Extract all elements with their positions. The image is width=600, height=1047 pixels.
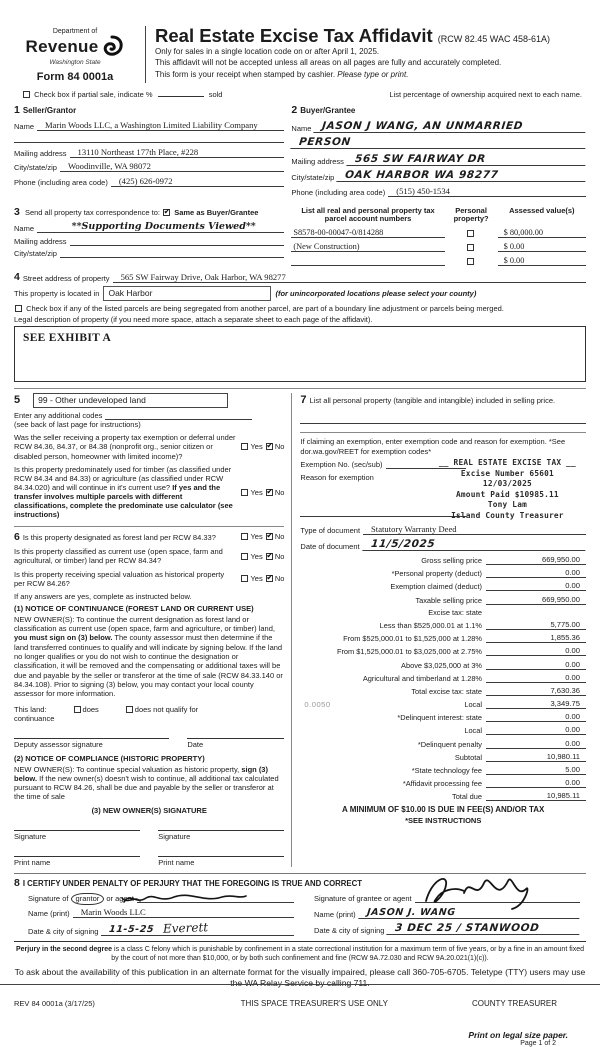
exemption-no-label: Exemption No. (sec/sub)	[300, 460, 383, 470]
grantor-date-label: Date & city of signing	[28, 927, 99, 937]
street-address-field[interactable]: 565 SW Fairway Drive, Oak Harbor, WA 98277	[113, 272, 586, 283]
ownership-percent-note: List percentage of ownership acquired next to each name.	[389, 90, 582, 99]
tax-row-value[interactable]: 0.00	[486, 712, 586, 722]
assessed-value-field[interactable]: $ 80,000.00	[498, 228, 586, 238]
county-select[interactable]: Oak Harbor	[103, 286, 271, 301]
partial-sale-label: Check box if partial sale, indicate %	[34, 90, 153, 99]
date-label: Date	[187, 739, 204, 749]
stamp-cashier-name: Tony Lam	[487, 500, 527, 510]
assessed-values-header: Assessed value(s)	[509, 205, 575, 215]
seller-phone-field[interactable]: (425) 626-0972	[111, 176, 285, 187]
tax-row-label: Exemption claimed (deduct)	[390, 582, 482, 592]
tax-row-value[interactable]: 5,775.00	[486, 620, 586, 630]
grantor-date-field[interactable]: 11-5-25 Everett	[101, 921, 294, 936]
additional-codes-label: Enter any additional codes	[14, 411, 103, 421]
tax-row-label: Above $3,025,000 at 3%	[401, 660, 482, 670]
question-text: Was the seller receiving a property tax exemption or deferral under RCW 84.36, 84.37, or 84.38 (nonprofit org., senior citizen or disabled person, homeowner with limited income)?	[14, 433, 236, 461]
yes-no-answer: Yes ✔ No	[240, 574, 284, 583]
stamp-title: __ REAL ESTATE EXCISE TAX __	[438, 458, 576, 468]
question-text: 6 Is this property designated as forest land per RCW 84.33?	[14, 530, 216, 543]
revenue-wordmark: Revenue	[25, 37, 99, 56]
personal-property-header: Personal property?	[453, 205, 489, 224]
seller-name-field[interactable]: Marin Woods LLC, a Washington Limited Liability Company	[37, 120, 284, 131]
property-section	[14, 271, 586, 382]
assessed-value-field[interactable]: $ 0.00	[498, 256, 586, 266]
tax-row-value[interactable]: 0.00	[486, 673, 586, 683]
dept-of-text: Department of	[52, 28, 98, 35]
yes-checkbox[interactable]	[241, 575, 248, 582]
tax-row-value[interactable]: 0.00	[486, 660, 586, 670]
form-revision: REV 84 0001a (3/17/25)	[14, 998, 95, 1008]
does-not-checkbox[interactable]	[126, 706, 133, 713]
correspondence-label: Send all property tax correspondence to:	[24, 207, 161, 217]
section-6-number: 6	[14, 530, 20, 543]
tax-row	[300, 581, 586, 591]
tax-row-label: From $1,525,000.01 to $3,025,000 at 2.75%	[336, 647, 482, 657]
buyer-city-field[interactable]: OAK HARBOR WA 98277	[337, 169, 587, 182]
minimum-due-note: A MINIMUM OF $10.00 IS DUE IN FEE(S) AND/OR TAX *SEE INSTRUCTIONS	[342, 805, 545, 825]
county-note: (for unincorporated locations please select your county)	[275, 288, 477, 298]
yes-checkbox[interactable]	[241, 443, 248, 450]
parcel-row	[291, 228, 586, 238]
page-edge-line	[0, 984, 600, 985]
additional-codes-note: (see back of last page for instructions)	[14, 420, 141, 430]
exemption-deferral-question	[14, 433, 284, 460]
tax-row-label: Total excise tax: state	[411, 686, 482, 696]
yes-no-answer: Yes ✔ No	[240, 552, 284, 561]
tax-row-label: Agricultural and timberland at 1.28%	[362, 673, 482, 683]
exemption-reason-label: Reason for exemption	[300, 473, 374, 483]
tax-row-value[interactable]: 0.00	[486, 739, 586, 749]
tax-row	[300, 646, 586, 656]
tax-row-label: Local	[464, 700, 482, 710]
certification-statement: I CERTIFY UNDER PENALTY OF PERJURY THAT THE FOREGOING IS TRUE AND CORRECT	[22, 878, 363, 888]
tax-row	[300, 791, 586, 801]
document-type-label: Type of document	[300, 525, 361, 535]
same-as-buyer-checkbox[interactable]	[163, 209, 170, 216]
tax-row-value[interactable]: 0.00	[486, 646, 586, 656]
tax-row-label: Subtotal	[454, 752, 482, 762]
stamp-treasurer: Island County Treasurer	[451, 510, 564, 520]
tax-row-value[interactable]: 669,950.00	[486, 555, 586, 565]
section-7-number: 7	[300, 393, 307, 406]
legal-description-value: SEE EXHIBIT A	[23, 331, 112, 344]
exemption-intro: If claiming an exemption, enter exemption code and reason for exemption. *See dor.wa.gov/REET for exemption codes*	[300, 432, 586, 457]
header-divider	[145, 26, 146, 83]
tax-row-value[interactable]: 0.00	[486, 778, 586, 788]
same-as-buyer-label: Same as Buyer/Grantee	[174, 207, 259, 217]
tax-row-label: *Delinquent penalty	[417, 739, 482, 749]
grantor-circle-annotation: grantor	[71, 893, 105, 905]
partial-sale-checkbox[interactable]	[23, 91, 30, 98]
yes-checkbox[interactable]	[241, 553, 248, 560]
historic-property-question	[14, 570, 284, 588]
grantee-date-label: Date & city of signing	[314, 926, 385, 936]
tax-row-label: *Affidavit processing fee	[402, 779, 482, 789]
certification-section	[14, 873, 586, 937]
tax-row	[300, 725, 586, 735]
accessibility-note: To ask about the availability of this publication in an alternate format for the visually impaired, please call 360-705-6705. Teletype (TTY) users may use the WA Relay Service by calling 711.	[14, 967, 586, 989]
buyer-name-label: Name	[291, 123, 312, 133]
buyer-section	[291, 104, 586, 197]
tax-row-value[interactable]: 1,855.36	[486, 633, 586, 643]
tax-rows	[300, 555, 586, 801]
parcel-numbers-header: List all real and personal property tax parcel account numbers	[301, 205, 435, 224]
located-in-label: This property is located in	[14, 288, 100, 298]
buyer-phone-label: Phone (including area code)	[291, 187, 386, 197]
tax-row	[300, 739, 586, 749]
notice-continuance-body: NEW OWNER(S): To continue the current designation as forest land or classification as current use (open space, farm and agriculture, or timber) land, you must sign on (3) below. The county assessor must then determine if the land transferred continues to qualify and will indicate by signing below. If the land no longer qualifies or you do not wish to continue the designation or classification, it will be removed and the compensating or additional taxes will be due and payable by the seller or transferor at the time of sale (RCW 84.33.140 or 84.34.108). Prior to signing (3) below, you may contact your local county assessor for more information.	[14, 614, 283, 699]
tax-row	[300, 555, 586, 565]
tax-row	[300, 633, 586, 643]
tax-row	[300, 712, 586, 722]
document-type-field[interactable]: Statutory Warranty Deed	[363, 524, 586, 535]
grantee-name-field[interactable]: JASON J. WANG	[358, 907, 581, 919]
rcw-reference: (RCW 82.45 WAC 458-61A)	[437, 34, 550, 44]
tax-row	[300, 660, 586, 670]
no-checkbox[interactable]	[266, 443, 273, 450]
grantor-signature-block	[14, 891, 300, 937]
tax-row	[300, 752, 586, 762]
yes-no-answer: Yes ✔ No	[240, 442, 284, 451]
grantor-name-label: Name (print)	[28, 908, 70, 918]
form-title: Real Estate Excise Tax Affidavit (RCW 82.45 WAC 458-61A)	[155, 25, 550, 46]
dor-logo	[14, 24, 136, 83]
land-use-code-select[interactable]: 99 - Other undeveloped land	[33, 393, 228, 408]
correspondence-mailing-field[interactable]	[70, 237, 285, 246]
tax-row-label: *Delinquent interest: state	[397, 713, 482, 723]
stamp-amount-paid: Amount Paid $10985.11	[456, 489, 559, 499]
buyer-name-field[interactable]: JASON J WANG, AN UNMARRIED	[314, 120, 587, 133]
tax-row-value[interactable]: 10,980.11	[486, 752, 586, 762]
parcel-number-field[interactable]: S8578-00-00047-0/814288	[291, 228, 444, 238]
correspondence-city-field[interactable]	[60, 249, 284, 258]
tax-row-label: Less than $525,000.01 at 1.1%	[379, 620, 482, 630]
parcel-row	[291, 256, 586, 266]
forest-land-question	[14, 526, 284, 544]
tax-row-value[interactable]: 7,630.36	[486, 686, 586, 696]
county-treasurer-label: COUNTY TREASURER	[471, 998, 558, 1008]
this-land-label: This land:	[14, 704, 47, 714]
personal-property-list-field[interactable]	[300, 415, 586, 424]
buyer-mailing-label: Mailing address	[291, 156, 344, 166]
land-qualify-row	[14, 705, 284, 714]
tax-row	[300, 778, 586, 788]
grantee-signature-label: Signature of grantee or agent	[314, 894, 412, 904]
seller-city-label: City/state/zip	[14, 163, 57, 172]
parcel-row	[291, 242, 586, 252]
yes-checkbox[interactable]	[241, 489, 248, 496]
tax-row-label: Total due	[452, 792, 482, 802]
page-number: Page 1 of 2	[520, 1039, 556, 1047]
no-checkbox[interactable]	[266, 533, 273, 540]
no-checkbox[interactable]	[266, 575, 273, 582]
additional-codes-field[interactable]	[105, 411, 252, 420]
tax-row-label: From $525,000.01 to $1,525,000 at 1.28%	[343, 634, 482, 644]
tax-row-value[interactable]: 0.00	[486, 581, 586, 591]
grantee-date-field[interactable]: 3 DEC 25 / STANWOOD	[387, 922, 581, 935]
yes-checkbox[interactable]	[241, 533, 248, 540]
continuance-label: continuance	[14, 713, 55, 723]
yes-no-answer: Yes ✔ No	[240, 532, 284, 541]
deputy-assessor-signature-line[interactable]	[14, 738, 169, 749]
tax-row	[300, 595, 586, 605]
street-address-label: Street address of property	[22, 273, 110, 283]
seller-city-field[interactable]: Woodinville, WA 98072	[60, 161, 284, 172]
grantor-signature-ink	[120, 889, 250, 909]
seller-heading: Seller/Grantor	[22, 106, 77, 115]
tax-row	[300, 608, 586, 617]
seller-section	[14, 104, 291, 197]
if-yes-note: If any answers are yes, complete as instructed below.	[14, 591, 192, 601]
does-checkbox[interactable]	[74, 706, 81, 713]
tax-row-value[interactable]: 0.00	[486, 568, 586, 578]
perjury-notice: Perjury in the second degree is a class C felony which is punishable by confinement in a state correctional institution for a maximum term of five years, or by a fine in an amount fixed by the court of not more than $10,000, or by both such confinement and fine (RCW 9A.72.030 and RCW 9A.20.021(1)(c)).	[14, 941, 586, 963]
treasurer-stamp	[408, 458, 600, 521]
notice-compliance-title: (2) NOTICE OF COMPLIANCE (HISTORIC PROPERTY)	[14, 753, 205, 763]
document-date-field[interactable]: 11/5/2025	[362, 538, 587, 551]
buyer-heading: Buyer/Grantee	[300, 106, 356, 115]
buyer-name-field-2[interactable]: PERSON	[291, 136, 587, 149]
tax-row-value[interactable]: 10,985.11	[486, 791, 586, 801]
question-text: Is this property receiving special valuation as historical property per RCW 84.26?	[14, 569, 225, 588]
grantor-name-field[interactable]: Marin Woods LLC	[73, 907, 294, 918]
tax-row-label: Taxable selling price	[415, 595, 482, 605]
question-text: Is this property predominately used for timber (as classified under RCW 84.34 and 84.33) or agriculture (as classified under RCW 84.34.020) and will continue in it's current use? If yes and the transfer involves multiple parcels with different classifications, complete the predominate use calculator (see instructions)	[14, 464, 233, 520]
tax-row	[300, 673, 586, 683]
section-8-number: 8	[14, 876, 20, 889]
owner-signature-line-2[interactable]	[158, 830, 284, 841]
sold-label: sold	[208, 90, 223, 99]
tax-row-label: Gross selling price	[421, 556, 482, 566]
section-1-number: 1	[14, 104, 20, 116]
form-number: Form 84 0001a	[36, 71, 114, 83]
assessed-value-field[interactable]: $ 0.00	[498, 242, 586, 252]
no-checkbox[interactable]	[266, 553, 273, 560]
buyer-city-label: City/state/zip	[291, 173, 335, 182]
section-5-number: 5	[14, 394, 21, 407]
tax-correspondence-section	[14, 202, 291, 266]
question-text: Is this property classified as current use (open space, farm and agricultural, or timber) land per RCW 84.34?	[14, 547, 223, 566]
tax-row	[300, 620, 586, 630]
tax-row-value[interactable]: 3,349.75	[486, 699, 586, 709]
print-name-label: Print name	[158, 857, 195, 867]
stamp-excise-number: Excise Number 65601	[460, 468, 554, 478]
footer-row	[14, 999, 586, 1008]
document-date-label: Date of document	[300, 542, 360, 552]
personal-property-checkbox[interactable]	[467, 230, 474, 237]
parcel-number-field[interactable]	[291, 257, 444, 266]
does-not-label: does not qualify for	[134, 704, 199, 714]
tax-row-value[interactable]: 5.00	[486, 765, 586, 775]
seller-name-label: Name	[14, 121, 35, 131]
timber-agriculture-question	[14, 465, 284, 520]
owner-print-name-line-1[interactable]	[14, 856, 140, 867]
no-checkbox[interactable]	[266, 489, 273, 496]
land-use-section	[14, 393, 291, 867]
section-divider	[14, 388, 586, 389]
tax-row	[300, 765, 586, 775]
treasurer-use-label: THIS SPACE TREASURER'S USE ONLY	[240, 998, 388, 1008]
personal-property-checkbox[interactable]	[467, 258, 474, 265]
personal-property-list-label: List all personal property (tangible and intangible) included in selling price.	[309, 395, 556, 405]
parcels-table	[291, 228, 586, 266]
stamp-date: 12/03/2025	[482, 479, 532, 489]
correspondence-name-label: Name	[14, 224, 35, 233]
parcel-number-field[interactable]: (New Construction)	[291, 242, 444, 252]
tax-row	[300, 568, 586, 578]
section-2-number: 2	[291, 104, 298, 116]
notice-continuance-title: (1) NOTICE OF CONTINUANCE (FOREST LAND OR CURRENT USE)	[14, 603, 254, 613]
header-note-2: This affidavit will not be accepted unless all areas on all pages are fully and accurately completed.	[155, 58, 502, 68]
notice-compliance-body: NEW OWNER(S): To continue special valuation as historic property, sign (3) below. If the new owner(s) doesn't wish to continue, all additional tax calculated pursuant to RCW 84.26, shall be due and payable by the seller or transferor at the time of sale	[14, 764, 279, 802]
tax-row	[300, 686, 586, 696]
section-4-number: 4	[14, 270, 20, 283]
tax-row-value[interactable]: 0.00	[486, 725, 586, 735]
current-use-question	[14, 547, 284, 565]
deputy-date-line[interactable]	[187, 738, 284, 749]
signature-label: Signature	[14, 831, 47, 841]
header-note-1: Only for sales in a single location code on or after April 1, 2025.	[155, 46, 380, 56]
legal-description-label: Legal description of property (if you need more space, attach a separate sheet to each page of the affidavit).	[14, 314, 373, 324]
tax-row-label: *State technology fee	[411, 766, 482, 776]
seller-mailing-label: Mailing address	[14, 148, 67, 158]
washington-state-text: Washington State	[49, 59, 101, 66]
grantor-city-handwriting: Everett	[162, 920, 209, 937]
tax-row	[300, 699, 586, 709]
grantee-signature-block	[300, 891, 586, 937]
seller-name-field-2[interactable]	[14, 134, 284, 143]
section-3-number: 3	[14, 205, 20, 218]
header-note-3: This form is your receipt when stamped by cashier. Please type or print.	[155, 69, 409, 79]
partial-sale-row	[14, 90, 586, 99]
tax-row-value[interactable]: 669,950.00	[486, 595, 586, 605]
correspondence-city-label: City/state/zip	[14, 249, 57, 258]
buyer-phone-field[interactable]: (515) 450-1534	[388, 186, 586, 197]
partial-sale-option	[22, 90, 222, 99]
grantee-name-label: Name (print)	[314, 909, 356, 919]
signature-label: Signature	[158, 831, 191, 841]
tax-row-label: Excise tax: state	[428, 607, 482, 617]
seller-phone-label: Phone (including area code)	[14, 177, 108, 187]
seller-mailing-field[interactable]: 13110 Northeast 177th Place, #228	[70, 147, 285, 158]
segregated-label: Check box if any of the listed parcels are being segregated from another parcel, are part of a boundary line adjustment or parcels being merged.	[26, 303, 504, 313]
grantor-signature-label: Signature of grantor or agent	[28, 894, 134, 904]
print-instruction: Print on legal size paper.	[468, 1029, 568, 1040]
correspondence-name-field[interactable]	[37, 221, 284, 233]
tax-row-label: *Personal property (deduct)	[391, 569, 482, 579]
owner-signature-line-1[interactable]	[14, 830, 140, 841]
personal-property-checkbox[interactable]	[467, 244, 474, 251]
tax-row-label: Local	[464, 726, 482, 736]
form-header	[14, 24, 586, 83]
parcels-header	[291, 207, 586, 224]
owner-print-name-line-2[interactable]	[158, 856, 284, 867]
yes-no-answer: Yes ✔ No	[240, 488, 284, 497]
segregated-checkbox[interactable]	[15, 305, 22, 312]
tax-computation-section	[291, 393, 586, 867]
print-name-label: Print name	[14, 857, 51, 867]
correspondence-mailing-label: Mailing address	[14, 236, 67, 246]
deputy-assessor-label: Deputy assessor signature	[14, 739, 103, 749]
supporting-documents-stamp: **Supporting Documents Viewed**	[71, 221, 256, 232]
revenue-swirl-icon	[100, 35, 124, 59]
partial-percent-field[interactable]	[158, 96, 204, 97]
parcels-section	[291, 202, 586, 266]
new-owners-signature-title: (3) NEW OWNER(S) SIGNATURE	[91, 805, 207, 815]
legal-description-box[interactable]	[14, 326, 586, 382]
does-label: does	[82, 704, 99, 714]
local-rate-note: 0.0050	[304, 700, 331, 710]
buyer-mailing-field[interactable]: 565 SW FAIRWAY DR	[346, 153, 586, 166]
